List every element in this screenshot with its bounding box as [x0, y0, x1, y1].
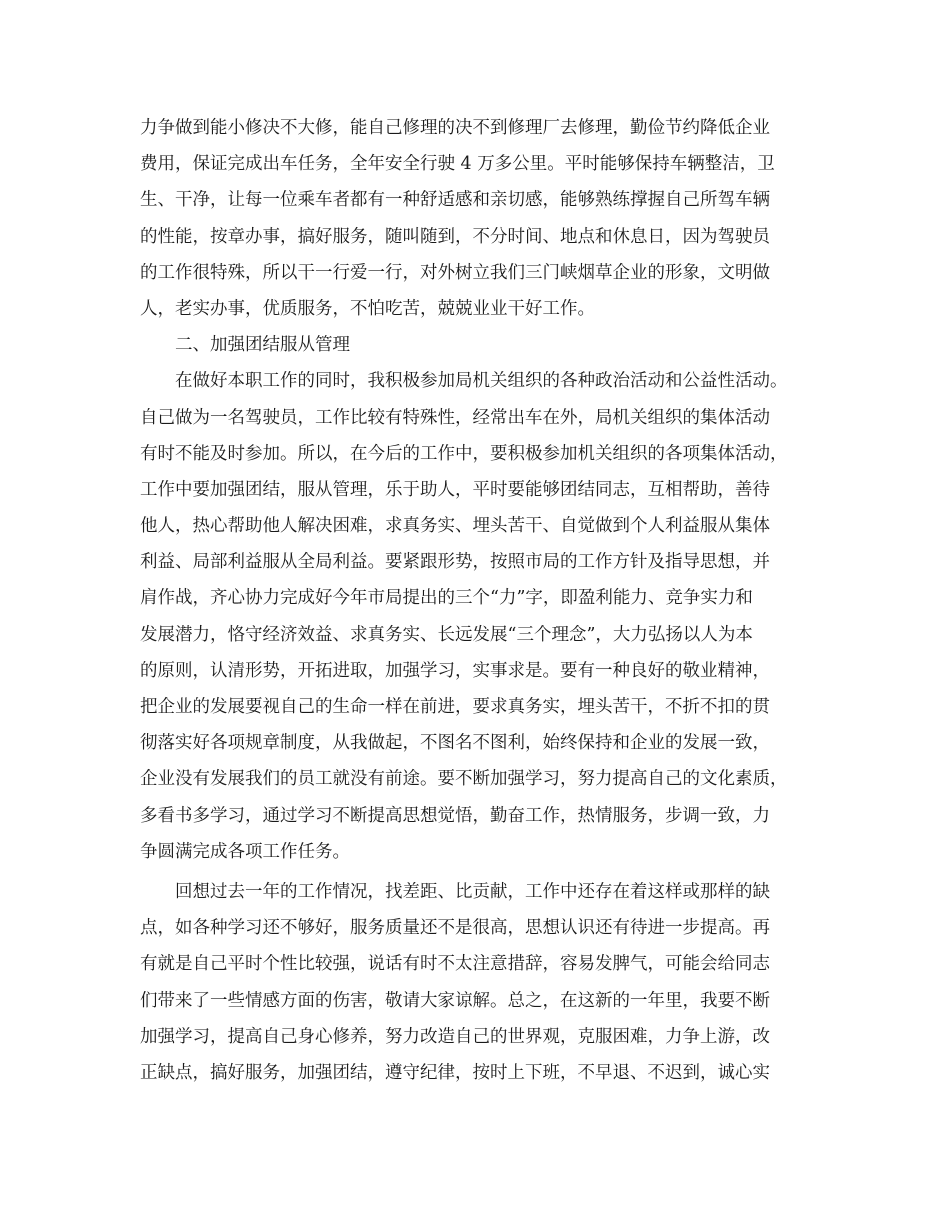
text-line: 们带来了一些情感方面的伤害，敬请大家谅解。总之，在这新的一年里，我要不断: [140, 990, 770, 1011]
text-line: 有时不能及时参加。所以，在今后的工作中，要积极参加机关组织的各项集体活动，: [140, 443, 788, 464]
text-line: 费用，保证完成出车任务，全年安全行驶 4 万多公里。平时能够保持车辆整洁，卫: [140, 154, 775, 175]
text-line: 他人，热心帮助他人解决困难，求真务实、埋头苦干、自觉做到个人利益服从集体: [140, 516, 770, 537]
text-line: 工作中要加强团结，服从管理，乐于助人，平时要能够团结同志，互相帮助，善待: [140, 479, 770, 500]
text-line: 有就是自己平时个性比较强，说话有时不太注意措辞，容易发脾气，可能会给同志: [140, 954, 770, 975]
text-line: 力争做到能小修决不大修，能自己修理的决不到修理厂去修理，勤俭节约降低企业: [140, 118, 770, 138]
section-heading: 二、加强团结服从管理: [175, 335, 350, 356]
text-line: 生、干净，让每一位乘车者都有一种舒适感和亲切感，能够熟练撑握自己所驾车辆: [140, 190, 770, 211]
text-line: 发展潜力，恪守经济效益、求真务实、长远发展“三个理念”，大力弘扬以人为本: [140, 624, 753, 645]
text-line: 回想过去一年的工作情况，找差距、比贡献，工作中还存在着这样或那样的缺: [175, 881, 770, 902]
text-line: 的工作很特殊，所以干一行爱一行，对外树立我们三门峡烟草企业的形象，文明做: [140, 262, 770, 283]
text-line: 加强学习，提高自己身心修养，努力改造自己的世界观，克服困难，力争上游，改: [140, 1026, 770, 1047]
text-line: 肩作战，齐心协力完成好今年市局提出的三个“力”字，即盈利能力、竞争实力和: [140, 588, 753, 609]
text-line: 把企业的发展要视自己的生命一样在前进，要求真务实，埋头苦干，不折不扣的贯: [140, 697, 770, 717]
text-line: 在做好本职工作的同时，我积极参加局机关组织的各种政治活动和公益性活动。: [175, 371, 788, 392]
text-line: 争圆满完成各项工作任务。: [140, 841, 350, 862]
document-body: [140, 110, 830, 1091]
text-line: 人，老实办事，优质服务，不怕吃苦，兢兢业业干好工作。: [140, 298, 595, 319]
text-line: 点，如各种学习还不够好，服务质量还不是很高，思想认识还有待进一步提高。再: [140, 918, 770, 939]
text-line: 正缺点，搞好服务，加强团结，遵守纪律，按时上下班，不早退、不迟到，诚心实: [140, 1062, 770, 1083]
text-line: 彻落实好各项规章制度，从我做起，不图名不图利，始终保持和企业的发展一致，: [140, 733, 770, 754]
text-line: 的性能，按章办事，搞好服务，随叫随到，不分时间、地点和休息日，因为驾驶员: [140, 226, 770, 247]
text-line: 利益、局部利益服从全局利益。要紧跟形势，按照市局的工作方针及指导思想，并: [140, 552, 770, 573]
text-line: 自己做为一名驾驶员，工作比较有特殊性，经常出车在外，局机关组织的集体活动: [140, 407, 770, 428]
text-line: 多看书多学习，通过学习不断提高思想觉悟，勤奋工作，热情服务，步调一致，力: [140, 805, 770, 826]
text-line: 的原则，认清形势，开拓进取，加强学习，实事求是。要有一种良好的敬业精神，: [140, 660, 770, 681]
text-line: 企业没有发展我们的员工就没有前途。要不断加强学习，努力提高自己的文化素质，: [140, 769, 788, 790]
